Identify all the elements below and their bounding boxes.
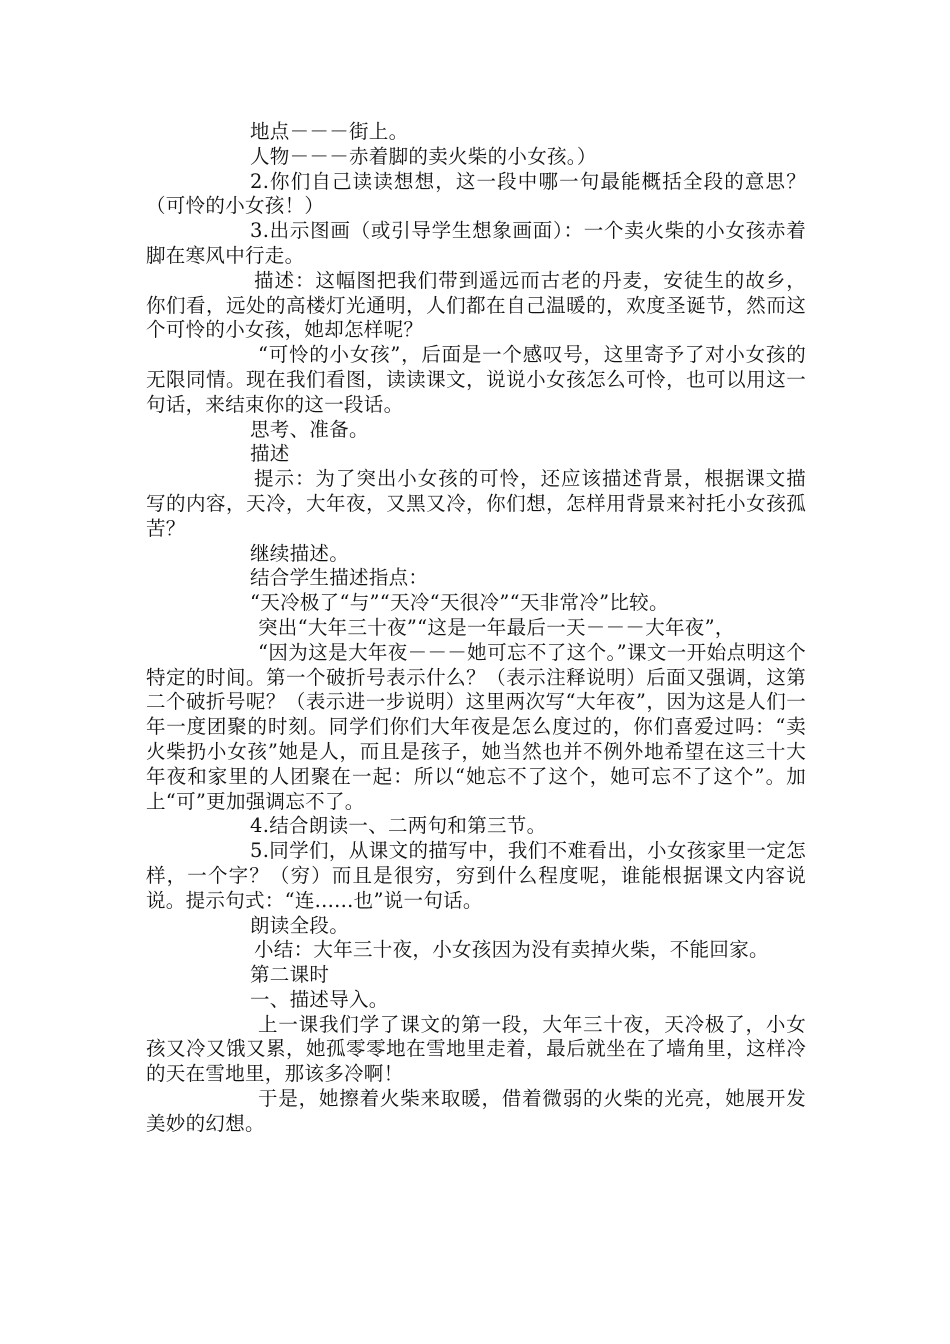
paragraph-1: 地点－－－街上。 bbox=[250, 120, 409, 143]
paragraph-9: 提示：为了突出小女孩的可怜，还应该描述背景，根据课文描写的内容，天冷，大年夜，又黑又冷，你们想，怎样用背景来衬托小女孩孤苦？ bbox=[146, 467, 806, 540]
paragraph-13: 突出“大年三十夜”“这是一年最后一天－－－大年夜”， bbox=[258, 615, 735, 639]
paragraph-8: 描述 bbox=[250, 442, 290, 466]
paragraph-16: 5.同学们，从课文的描写中，我们不难看出，小女孩家里一定怎样，一个字？（穷）而且是很穷，穷到什么程度呢，谁能根据课文内容说说。提示句式：“连......也”说一句话。 bbox=[146, 839, 806, 912]
paragraph-17: 朗读全段。 bbox=[250, 913, 350, 937]
paragraph-20: 一、描述导入。 bbox=[250, 987, 389, 1011]
paragraph-11: 结合学生描述指点： bbox=[250, 566, 429, 590]
paragraph-22: 于是，她擦着火柴来取暖，借着微弱的火柴的光亮，她展开发美妙的幻想。 bbox=[146, 1087, 806, 1135]
paragraph-19: 第二课时 bbox=[250, 963, 330, 987]
document-body bbox=[146, 120, 806, 1137]
paragraph-6: “可怜的小女孩”，后面是一个感叹号，这里寄予了对小女孩的无限同情。现在我们看图，读读课文，说说小女孩怎么可怜，也可以用这一句话，来结束你的这一段话。 bbox=[146, 343, 806, 416]
paragraph-18: 小结：大年三十夜，小女孩因为没有卖掉火柴，不能回家。 bbox=[254, 938, 769, 962]
paragraph-2: 人物－－－赤着脚的卖火柴的小女孩。） bbox=[250, 144, 597, 168]
paragraph-7: 思考、准备。 bbox=[250, 417, 369, 441]
paragraph-15: 4.结合朗读一、二两句和第三节。 bbox=[250, 814, 547, 838]
paragraph-5: 描述：这幅图把我们带到遥远而古老的丹麦，安徒生的故乡，你们看，远处的高楼灯光通明，人们都在自己温暖的，欢度圣诞节，然而这个可怜的小女孩，她却怎样呢？ bbox=[146, 268, 806, 342]
paragraph-10: 继续描述。 bbox=[250, 541, 350, 565]
paragraph-14: “因为这是大年夜－－－她可忘不了这个。”课文一开始点明这个特定的时间。第一个破折号表示什么？（表示注释说明）后面又强调，这第二个破折号呢？（表示进一步说明）这里两次写“大年夜”，因为这是人们一年一度团聚的时刻。同学们你们大年夜是怎么度过的，你们喜爱过吗：“卖火柴扔小女孩”她是人，而且是孩子，她当然也并不例外地希望在这三十大年夜和家里的人团聚在一起：所以“她忘不了这个，她可忘不了这个”。加上“可”更加强调忘不了。 bbox=[146, 640, 806, 813]
paragraph-4: 3.出示图画（或引导学生想象画面）：一个卖火柴的小女孩赤着脚在寒风中行走。 bbox=[146, 219, 806, 267]
paragraph-21: 上一课我们学了课文的第一段，大年三十夜，天冷极了，小女孩又冷又饿又累，她孤零零地在雪地里走着，最后就坐在了墙角里，这样冷的天在雪地里，那该多冷啊！ bbox=[146, 1012, 806, 1086]
paragraph-12: “天冷极了“与”“天冷“天很冷”“天非常冷”比较。 bbox=[250, 591, 669, 615]
paragraph-3: 2.你们自己读读想想，这一段中哪一句最能概括全段的意思？（可怜的小女孩！） bbox=[146, 169, 806, 218]
